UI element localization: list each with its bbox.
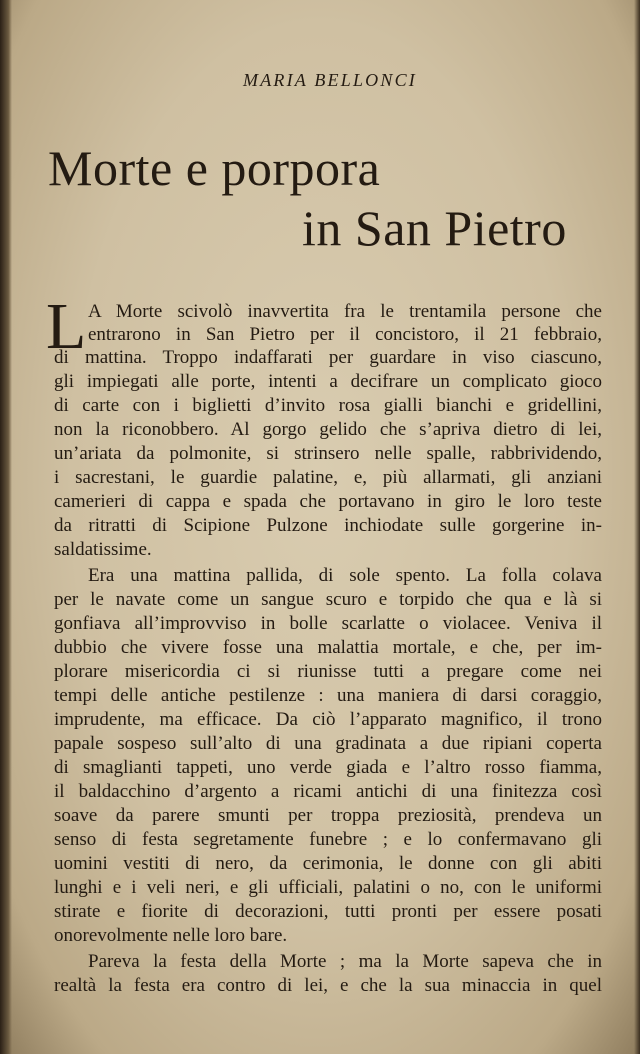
text-line: di smaglianti tappeti, uno verde giada e l’altro rosso fiamma, [54, 757, 602, 778]
text-line: onorevolmente nelle loro bare. [54, 925, 288, 946]
author-name: MARIA BELLONCI [243, 70, 417, 90]
text-line: per le navate come un sangue scuro e torpido che qua e là si [54, 589, 602, 610]
text-line: Pareva la festa della Morte ; ma la Morte sapeva che in [88, 951, 602, 972]
text-line: il baldacchino d’argento a ricami antichi di una finitezza così [54, 781, 602, 802]
text-line: da ritratti di Scipione Pulzone inchiodate sulle gorgerine in- [54, 515, 602, 536]
text-line: camerieri di cappa e spada che portavano in giro le loro teste [54, 491, 602, 512]
text-line: saldatissime. [54, 539, 152, 560]
text-line: imprudente, ma efficace. Da ciò l’apparato magnifico, il trono [54, 709, 602, 730]
drop-cap: L [46, 290, 87, 363]
title-line-1: Morte e porpora [48, 140, 381, 196]
title-line-2: in San Pietro [302, 200, 567, 256]
text-line: lunghi e i veli neri, e gli ufficiali, palatini o no, con le uniformi [54, 877, 602, 898]
page-binding-shadow [0, 0, 12, 1054]
text-line: A Morte scivolò inavvertita fra le trentamila persone che [88, 301, 602, 322]
text-line: realtà la festa era contro di lei, e che la sua minaccia in quel [54, 975, 602, 996]
text-line: dubbio che vivere fosse una malattia mortale, e che, per im- [54, 637, 602, 658]
text-line: tempi delle antiche pestilenze : una maniera di darsi coraggio, [54, 685, 602, 706]
text-line: un’ariata da polmonite, si strinsero nelle spalle, rabbrividendo, [54, 443, 602, 464]
text-line: entrarono in San Pietro per il concistoro, il 21 febbraio, [88, 324, 602, 345]
text-line: i sacrestani, le guardie palatine, e, più allarmati, gli anziani [54, 467, 602, 488]
text-line: plorare misericordia ci si riunisse tutti a pregare come nei [54, 661, 602, 682]
text-line: di mattina. Troppo indaffarati per guardare in viso ciascuno, [54, 347, 602, 368]
text-line: papale sospeso sull’alto di una gradinata a due ripiani coperta [54, 733, 602, 754]
text-line: Era una mattina pallida, di sole spento. La folla colava [88, 565, 602, 586]
text-line: senso di festa segretamente funebre ; e lo confermavano gli [54, 829, 602, 850]
text-line: non la riconobbero. Al gorgo gelido che s’apriva dietro di lei, [54, 419, 602, 440]
text-line: gonfiava all’improvviso in bolle scarlatte o violacee. Veniva il [54, 613, 602, 634]
text-line: gli impiegati alle porte, intenti a decifrare un complicato gioco [54, 371, 602, 392]
text-line: uomini vestiti di nero, da cerimonia, le donne con gli abiti [54, 853, 602, 874]
text-line: stirate e fiorite di decorazioni, tutti pronti per essere posati [54, 901, 602, 922]
page-edge-shadow [634, 0, 640, 1054]
text-line: soave da parere smunti per troppa preziosità, prendeva un [54, 805, 602, 826]
text-line: di carte con i biglietti d’invito rosa gialli bianchi e gridellini, [54, 395, 602, 416]
